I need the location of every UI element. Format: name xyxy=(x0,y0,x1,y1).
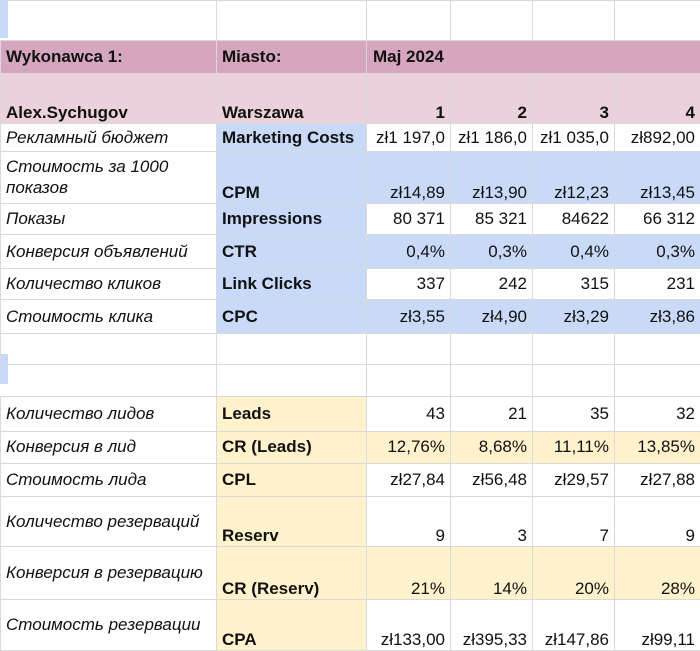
table-row xyxy=(1,124,700,151)
cell[interactable] xyxy=(615,333,700,364)
sheet-row-empty xyxy=(1,365,700,396)
value-cell[interactable]: 12,76% xyxy=(367,432,451,463)
table-row xyxy=(1,204,700,235)
week-header-1[interactable]: 1 xyxy=(367,74,451,124)
row-label-cell[interactable]: Количество лидов xyxy=(1,396,217,432)
table-row xyxy=(1,547,700,599)
metric-cell[interactable]: CR (Leads) xyxy=(217,432,367,463)
value-cell[interactable]: 35 xyxy=(533,396,615,432)
value-cell[interactable]: zł3,55 xyxy=(367,300,451,333)
row-label-cell[interactable]: Стоимость за 1000 показов xyxy=(1,151,217,203)
value-cell[interactable]: 9 xyxy=(367,497,451,547)
value-cell[interactable]: 13,85% xyxy=(615,432,700,463)
value-cell[interactable]: 0,3% xyxy=(451,235,533,268)
row-label-cell[interactable]: Рекламный бюджет xyxy=(1,124,217,151)
row-label-cell[interactable]: Количество кликов xyxy=(1,268,217,299)
value-cell[interactable]: zł3,29 xyxy=(533,300,615,333)
value-cell[interactable]: 231 xyxy=(615,268,700,299)
metric-cell[interactable]: CPC xyxy=(217,300,367,333)
value-cell[interactable]: zł395,33 xyxy=(451,599,533,650)
value-cell[interactable]: 315 xyxy=(533,268,615,299)
value-cell[interactable]: zł1 186,0 xyxy=(451,124,533,151)
value-cell[interactable]: zł29,57 xyxy=(533,463,615,496)
metric-cell[interactable]: Marketing Costs xyxy=(217,124,367,151)
value-cell[interactable]: zł13,90 xyxy=(451,151,533,203)
table-row xyxy=(1,432,700,463)
metric-cell[interactable]: Leads xyxy=(217,396,367,432)
value-cell[interactable]: zł1 035,0 xyxy=(533,124,615,151)
cell[interactable] xyxy=(217,333,367,364)
value-cell[interactable]: zł56,48 xyxy=(451,463,533,496)
row-label-cell[interactable]: Стоимость клика xyxy=(1,300,217,333)
cell[interactable] xyxy=(451,365,533,396)
table-row xyxy=(1,151,700,203)
value-cell[interactable]: zł27,84 xyxy=(367,463,451,496)
value-cell[interactable]: 66 312 xyxy=(615,204,700,235)
cell[interactable] xyxy=(533,1,615,41)
city-label-cell[interactable]: Miasto: xyxy=(217,40,367,73)
value-cell[interactable]: zł4,90 xyxy=(451,300,533,333)
value-cell[interactable]: 7 xyxy=(533,497,615,547)
cell[interactable] xyxy=(615,365,700,396)
metric-cell[interactable]: Impressions xyxy=(217,204,367,235)
week-header-2[interactable]: 2 xyxy=(451,74,533,124)
value-cell[interactable]: 21 xyxy=(451,396,533,432)
value-cell[interactable]: zł3,86 xyxy=(615,300,700,333)
row-label-cell[interactable]: Конверсия в резервацию xyxy=(1,547,217,599)
cell[interactable] xyxy=(367,365,451,396)
value-cell[interactable]: 20% xyxy=(533,547,615,599)
value-cell[interactable]: 21% xyxy=(367,547,451,599)
value-cell[interactable]: 242 xyxy=(451,268,533,299)
value-cell[interactable]: 0,4% xyxy=(533,235,615,268)
table-row xyxy=(1,268,700,299)
row-label-cell[interactable]: Количество резерваций xyxy=(1,497,217,547)
value-cell[interactable]: 0,4% xyxy=(367,235,451,268)
sheet-row-empty xyxy=(1,1,700,41)
contractor-label-cell[interactable]: Wykonawca 1: xyxy=(1,40,217,73)
value-cell[interactable]: 9 xyxy=(615,497,700,547)
cell[interactable] xyxy=(1,1,217,41)
table-row xyxy=(1,497,700,547)
value-cell[interactable]: 0,3% xyxy=(615,235,700,268)
table-row xyxy=(1,300,700,333)
metric-cell[interactable]: CPL xyxy=(217,463,367,496)
value-cell[interactable]: zł12,23 xyxy=(533,151,615,203)
cell[interactable] xyxy=(217,365,367,396)
value-cell[interactable]: 3 xyxy=(451,497,533,547)
row-label-cell[interactable]: Показы xyxy=(1,204,217,235)
value-cell[interactable]: 85 321 xyxy=(451,204,533,235)
cell[interactable] xyxy=(1,333,217,364)
table-row xyxy=(1,599,700,650)
table-row xyxy=(1,235,700,268)
cell[interactable] xyxy=(217,1,367,41)
value-cell[interactable]: 8,68% xyxy=(451,432,533,463)
value-cell[interactable]: zł892,00 xyxy=(615,124,700,151)
metric-cell[interactable]: CPM xyxy=(217,151,367,203)
metric-cell[interactable]: Reserv xyxy=(217,497,367,547)
metric-cell[interactable]: CR (Reserv) xyxy=(217,547,367,599)
contractor-name-cell[interactable]: Alex.Sychugov xyxy=(1,74,217,124)
row-label-cell[interactable]: Стоимость лида xyxy=(1,463,217,496)
table-row xyxy=(1,463,700,496)
value-cell[interactable]: 80 371 xyxy=(367,204,451,235)
period-cell[interactable]: Maj 2024 xyxy=(367,40,700,73)
value-cell[interactable]: 14% xyxy=(451,547,533,599)
sheet-row-empty xyxy=(1,333,700,364)
value-cell[interactable]: 28% xyxy=(615,547,700,599)
row-label-cell[interactable]: Конверсия в лид xyxy=(1,432,217,463)
value-cell[interactable]: zł13,45 xyxy=(615,151,700,203)
header-row-1 xyxy=(1,40,700,73)
cell[interactable] xyxy=(451,1,533,41)
cell[interactable] xyxy=(533,333,615,364)
city-name-cell[interactable]: Warszawa xyxy=(217,74,367,124)
cell[interactable] xyxy=(533,365,615,396)
week-header-3[interactable]: 3 xyxy=(533,74,615,124)
value-cell[interactable]: 11,11% xyxy=(533,432,615,463)
row-label-cell[interactable]: Конверсия объявлений xyxy=(1,235,217,268)
header-row-2 xyxy=(1,74,700,124)
value-cell[interactable]: zł133,00 xyxy=(367,599,451,650)
value-cell[interactable]: zł14,89 xyxy=(367,151,451,203)
cell[interactable] xyxy=(615,1,700,41)
value-cell[interactable]: zł1 197,0 xyxy=(367,124,451,151)
value-cell[interactable]: 43 xyxy=(367,396,451,432)
metric-cell[interactable]: CPA xyxy=(217,599,367,650)
week-header-4[interactable]: 4 xyxy=(615,74,700,124)
table-row xyxy=(1,396,700,432)
value-cell[interactable]: zł99,11 xyxy=(615,599,700,650)
cell[interactable] xyxy=(1,365,217,396)
value-cell[interactable]: zł27,88 xyxy=(615,463,700,496)
metric-cell[interactable]: Link Clicks xyxy=(217,268,367,299)
value-cell[interactable]: 32 xyxy=(615,396,700,432)
cell[interactable] xyxy=(367,333,451,364)
row-label-cell[interactable]: Стоимость резервации xyxy=(1,599,217,650)
value-cell[interactable]: 84622 xyxy=(533,204,615,235)
value-cell[interactable]: 337 xyxy=(367,268,451,299)
value-cell[interactable]: zł147,86 xyxy=(533,599,615,650)
cell[interactable] xyxy=(451,333,533,364)
cell[interactable] xyxy=(367,1,451,41)
metric-cell[interactable]: CTR xyxy=(217,235,367,268)
